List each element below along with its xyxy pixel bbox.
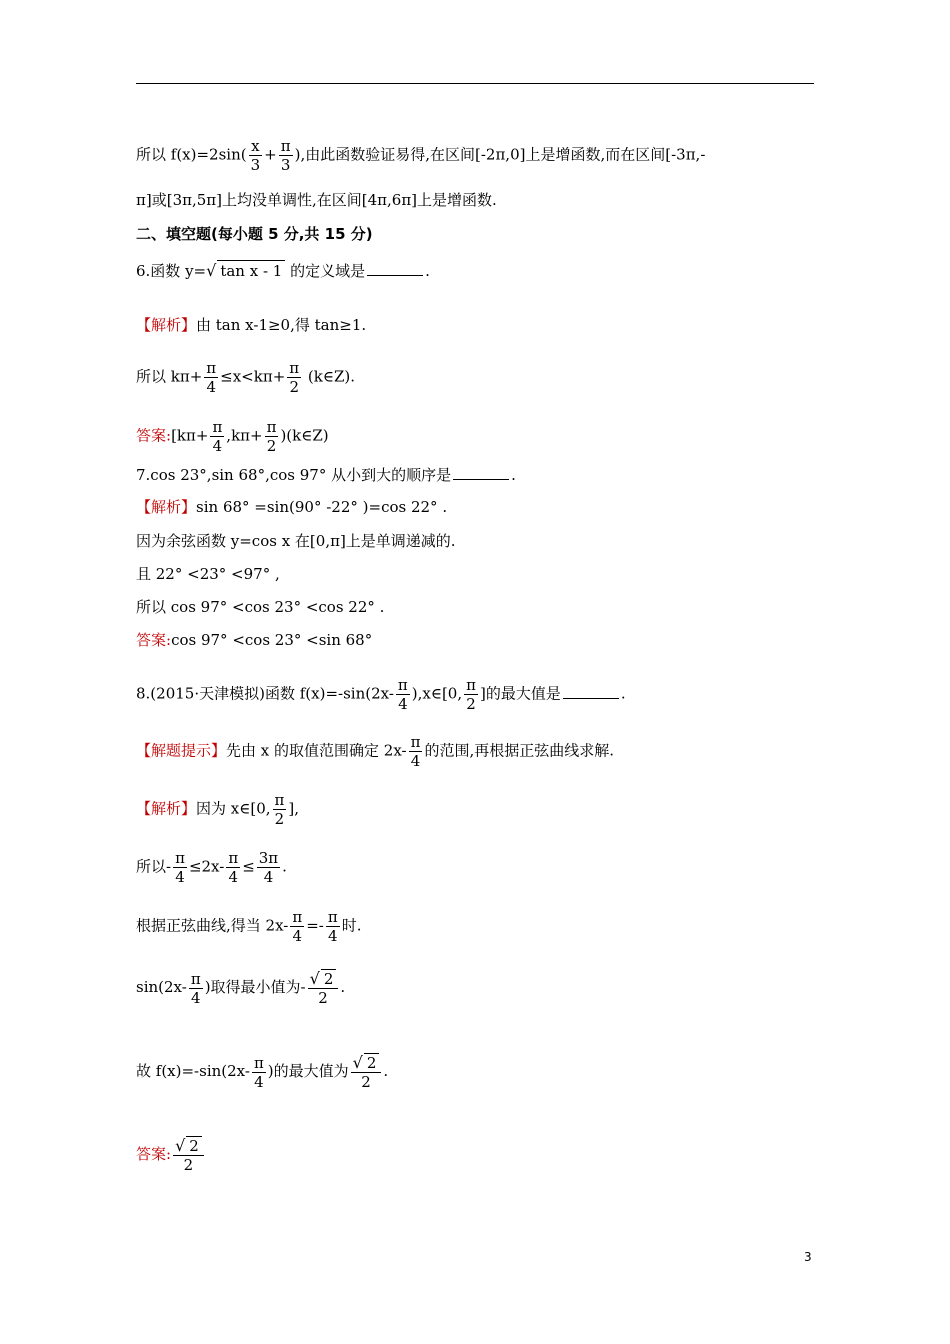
text: ),由此函数验证易得,在区间[-2π,0]上是增函数,而在区间[-3π,-: [294, 145, 706, 164]
denominator: 4: [410, 752, 421, 770]
denominator: 2: [266, 437, 277, 455]
denominator: 4: [328, 927, 338, 945]
text-line: [136, 137, 705, 174]
numerator: π: [266, 418, 277, 436]
text: 8.(2015·天津模拟)函数 f(x)=-sin(2x-: [136, 684, 394, 703]
text: sin 68° =sin(90° -22° )=cos 22° .: [196, 498, 448, 516]
text: (k∈Z).: [303, 367, 355, 386]
denominator: 2: [289, 378, 299, 396]
denominator: 2: [466, 695, 476, 713]
denominator: 3: [250, 156, 261, 174]
numerator: 3π: [258, 849, 279, 867]
fraction: [273, 791, 287, 828]
numerator: π: [327, 908, 338, 926]
analysis-tag: 【解析】: [136, 799, 197, 818]
text: 的定义域是: [290, 262, 366, 280]
fraction: [396, 676, 410, 713]
numerator: π: [274, 791, 285, 809]
text: ≤: [242, 857, 255, 876]
text: [kπ+: [171, 426, 209, 445]
fraction: [252, 1054, 266, 1091]
denominator: 4: [292, 927, 303, 945]
text: 由 tan x-1≥0,得 tan≥1.: [196, 316, 367, 334]
denominator: 4: [254, 1072, 264, 1091]
text: .: [511, 466, 516, 484]
step-line: [136, 1053, 388, 1091]
text: 6.函数 y=: [136, 262, 207, 280]
denominator: 4: [398, 695, 408, 713]
denominator: 4: [263, 868, 274, 886]
analysis-line: [136, 315, 366, 335]
text: 所以-: [136, 857, 172, 876]
fraction: [351, 1053, 382, 1091]
page-number: 3: [804, 1250, 812, 1264]
text: 根据正弦曲线,得当 2x-: [136, 916, 289, 935]
answer-tag: 答案:: [136, 631, 172, 649]
text: .: [282, 857, 287, 876]
analysis-line: [136, 791, 299, 828]
numerator: π: [280, 137, 291, 155]
text-line: π]或[3π,5π]上均没单调性,在区间[4π,6π]上是增函数.: [136, 191, 497, 209]
text: ≤2x-: [188, 857, 225, 876]
text: ≤x<kπ+: [220, 367, 286, 386]
text: 先由 x 的取值范围确定 2x-: [226, 741, 407, 760]
answer-blank: [563, 684, 619, 699]
answer-tag: 答案:: [136, 426, 172, 445]
fraction: [226, 849, 240, 886]
numerator: π: [253, 1053, 264, 1072]
fraction: [265, 418, 279, 455]
text: 的范围,再根据正弦曲线求解.: [424, 741, 614, 760]
text: 所以 f(x)=2sin(: [136, 145, 247, 164]
fraction: [173, 1136, 204, 1174]
fraction: [287, 359, 301, 396]
denominator: 4: [212, 437, 223, 455]
denominator: 2: [274, 810, 285, 828]
answer-line: [136, 1136, 206, 1174]
text: .: [383, 1062, 389, 1080]
step-line: [136, 849, 287, 886]
step-line: [136, 359, 355, 396]
denominator: 4: [228, 868, 239, 886]
question-7: [136, 465, 516, 485]
numerator: π: [206, 359, 217, 377]
answer-line: [136, 418, 329, 455]
text: ,kπ+: [226, 426, 263, 445]
fraction: [290, 908, 304, 945]
answer-blank: [367, 261, 423, 276]
answer-blank: [453, 465, 509, 480]
fraction: [326, 908, 340, 945]
numerator: [308, 969, 339, 989]
step-line: [136, 969, 345, 1007]
numerator: π: [228, 849, 239, 867]
fraction: [173, 849, 187, 886]
fraction: [308, 969, 339, 1007]
text: ]的最大值是: [479, 684, 561, 703]
numerator: π: [292, 908, 303, 926]
text: .: [340, 978, 346, 996]
analysis-line: [136, 497, 447, 517]
hint-line: [136, 733, 614, 770]
numerator: π: [410, 733, 421, 751]
header-rule: [136, 83, 814, 84]
text: 因为 x∈[0,: [196, 799, 271, 818]
analysis-tag: 【解析】: [136, 498, 197, 516]
numerator: π: [466, 676, 476, 694]
radical-sign: √: [175, 1136, 186, 1155]
radical-sign: √: [309, 969, 320, 988]
text: .: [620, 684, 626, 703]
text: ),x∈[0,: [411, 684, 463, 703]
radicand: 2: [321, 969, 337, 988]
fraction: [464, 676, 478, 713]
hint-tag: 【解题提示】: [136, 741, 227, 760]
fraction: [279, 137, 293, 174]
denominator: 4: [190, 988, 201, 1007]
section-title: 二、填空题(每小题 5 分,共 15 分): [136, 225, 373, 243]
fraction: [409, 733, 423, 770]
text: 时.: [341, 916, 362, 935]
radicand: 2: [364, 1053, 380, 1072]
text: =-: [306, 916, 324, 935]
denominator: 4: [206, 378, 216, 396]
text-line: 因为余弦函数 y=cos x 在[0,π]上是单调递减的.: [136, 532, 456, 550]
numerator: [173, 1136, 204, 1156]
text-line: 所以 cos 97° <cos 23° <cos 22° .: [136, 598, 385, 616]
text: .: [425, 262, 430, 280]
fraction: [189, 970, 203, 1007]
denominator: 3: [280, 156, 291, 174]
numerator: π: [212, 418, 223, 436]
analysis-tag: 【解析】: [136, 316, 197, 334]
text-line: 且 22° <23° <97° ,: [136, 565, 280, 583]
question-6: [136, 260, 430, 281]
text: sin(2x-: [136, 978, 187, 996]
numerator: [351, 1053, 382, 1073]
denominator: 4: [175, 868, 185, 886]
text: )的最大值为: [267, 1062, 349, 1080]
numerator: π: [175, 849, 185, 867]
text: 所以 kπ+: [136, 367, 203, 386]
radicand: tan x - 1: [217, 260, 285, 281]
numerator: x: [251, 137, 260, 155]
numerator: π: [289, 359, 300, 377]
fraction: [210, 418, 224, 455]
radical-sign: √: [206, 261, 217, 280]
answer-line: [136, 630, 372, 650]
text: cos 97° <cos 23° <sin 68°: [171, 631, 373, 649]
numerator: π: [190, 969, 201, 988]
text: ],: [288, 799, 299, 818]
denominator: 2: [183, 1156, 194, 1174]
fraction: [257, 849, 280, 886]
denominator: 2: [318, 989, 328, 1007]
radical-sign: √: [352, 1053, 363, 1072]
numerator: π: [397, 676, 408, 694]
text: +: [264, 145, 277, 164]
fraction: [204, 359, 218, 396]
radicand: 2: [186, 1136, 202, 1155]
text: )取得最小值为-: [204, 978, 306, 996]
step-line: [136, 908, 362, 945]
answer-tag: 答案:: [136, 1145, 172, 1163]
text: 7.cos 23°,sin 68°,cos 97° 从小到大的顺序是: [136, 466, 452, 484]
text: )(k∈Z): [280, 426, 329, 445]
denominator: 2: [361, 1073, 371, 1091]
question-8: [136, 676, 626, 713]
text: 故 f(x)=-sin(2x-: [136, 1062, 250, 1080]
fraction: [249, 137, 263, 174]
